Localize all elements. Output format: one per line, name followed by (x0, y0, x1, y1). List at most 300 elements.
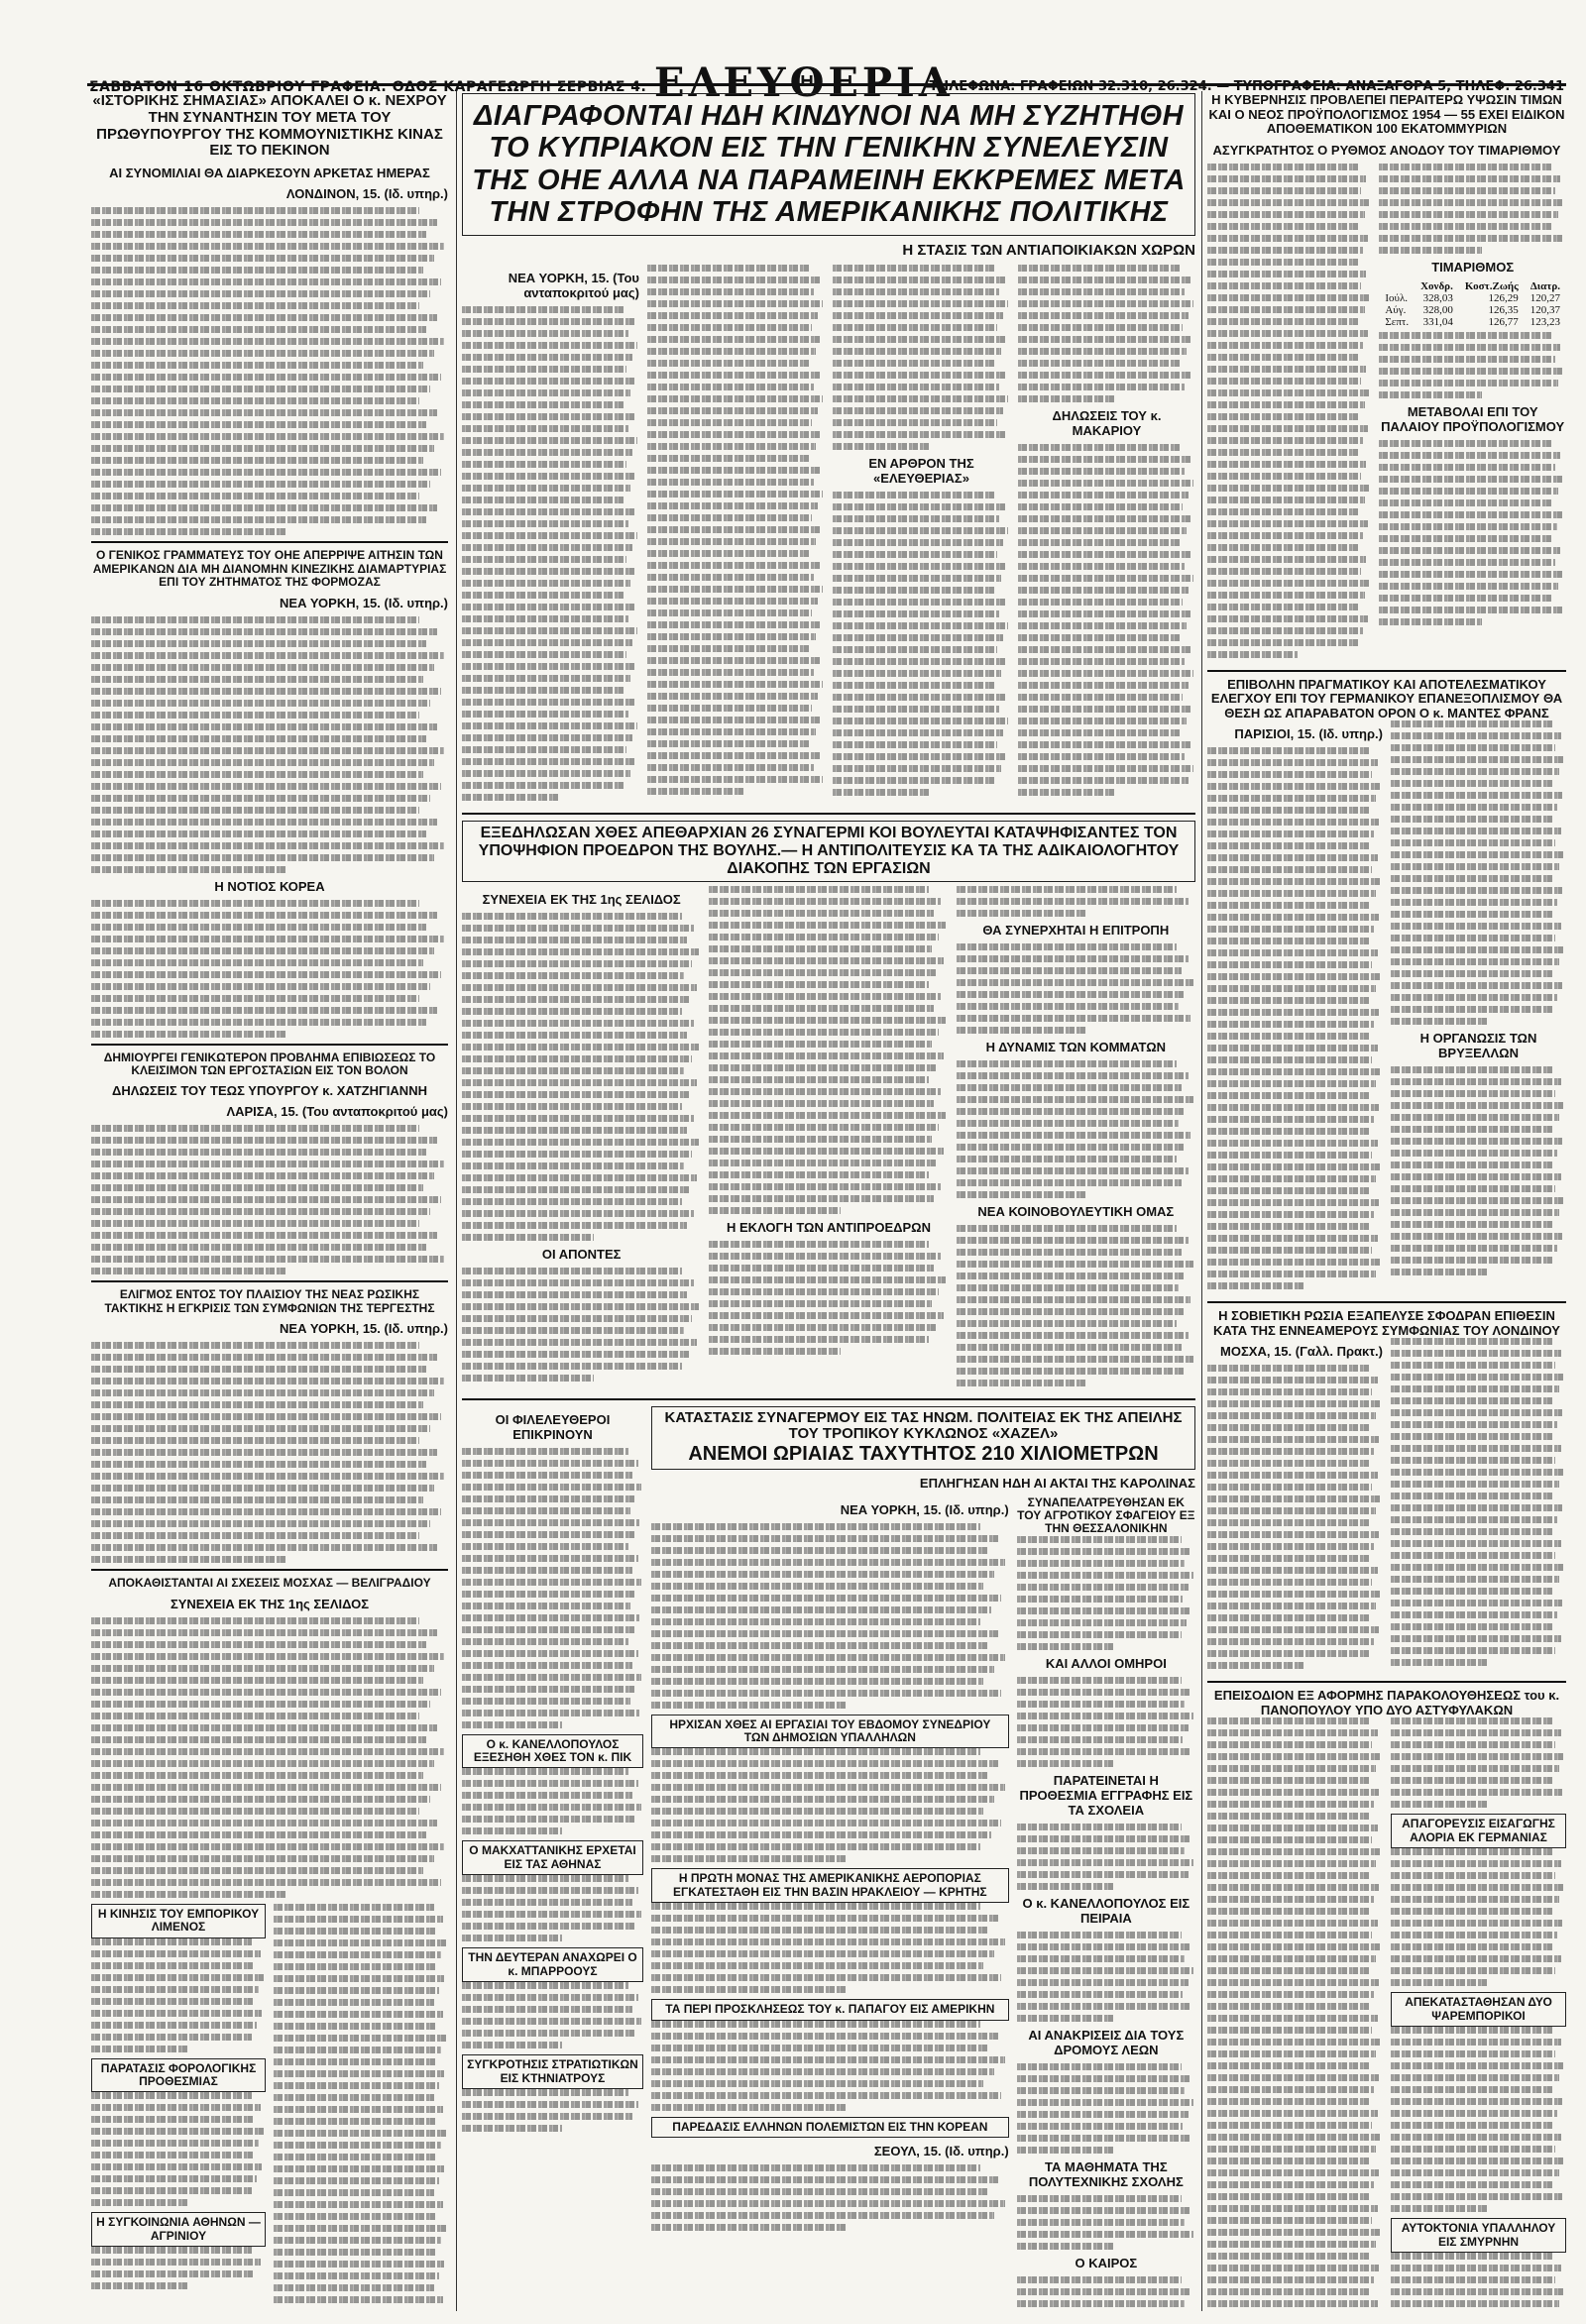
text-line (91, 433, 444, 440)
text-line (274, 2118, 437, 2125)
text-line (1207, 1908, 1369, 1915)
text-line (1391, 970, 1554, 977)
text-line (1017, 1932, 1182, 1938)
text-line (462, 2030, 636, 2037)
text-line (833, 575, 1001, 582)
text-line (274, 1939, 446, 1946)
text-line (1391, 792, 1562, 799)
text-line (709, 1136, 931, 1143)
text-line (1391, 1126, 1554, 1133)
text-line (1207, 366, 1366, 373)
text-line (1207, 199, 1370, 206)
text-line (1207, 1045, 1378, 1051)
text-line (1207, 461, 1366, 468)
text-column (957, 886, 1195, 1392)
text-line (1018, 515, 1191, 522)
text-line (709, 1171, 929, 1178)
text-line (1207, 282, 1361, 289)
text-line (1207, 1033, 1369, 1040)
text-line (462, 378, 635, 385)
text-line (91, 1701, 430, 1708)
text-line (91, 900, 419, 907)
text-line (651, 1843, 980, 1850)
text-line (647, 407, 818, 414)
text-line (91, 2022, 257, 2029)
box-title: ΑΠΑΓΟΡΕΥΣΙΣ ΕΙΣΑΓΩΓΗΣ ΑΛΟΡΙΑ ΕΚ ΓΕΡΜΑΝΙΑΣ (1402, 1817, 1555, 1844)
text-line (91, 1998, 254, 2005)
germany-columns (1207, 720, 1566, 1295)
text-line (1207, 247, 1363, 254)
text-line (1017, 1713, 1194, 1719)
text-line (1379, 523, 1556, 530)
headline-soviet-london: Η ΣΟΒΙΕΤΙΚΗ ΡΩΣΙΑ ΕΞΑΠΕΛΥΣΕ ΣΦΟΔΡΑΝ ΕΠΙΘΕΣΙΝ ΚΑΤΑ ΤΗΣ ΕΝΝΕΑΜΕΡΟΥΣ ΣΥΜΦΩΝΙΑΣ ΤΟΥ ΛΟΝΔΙΝΟΥ (1213, 1308, 1560, 1338)
text-line (1391, 1777, 1554, 1784)
text-line (274, 2094, 434, 2101)
text-line (1207, 1235, 1378, 1242)
text-line (1207, 1603, 1376, 1609)
text-line (1391, 2169, 1559, 2176)
text-line (957, 1156, 1177, 1162)
text-line (462, 711, 628, 718)
text-line (651, 1748, 980, 1755)
text-line (91, 2199, 187, 2206)
table-header-cell: Κοστ.Ζωής (1464, 279, 1519, 292)
text-line (651, 1571, 994, 1578)
text-line (1391, 2276, 1555, 2283)
text-line (647, 514, 812, 521)
text-line (1391, 2027, 1552, 2034)
text-line (274, 2225, 446, 2232)
text-line (462, 1460, 638, 1467)
text-line (91, 1342, 419, 1349)
text-line (1017, 2003, 1192, 2010)
text-line (1391, 2253, 1552, 2260)
text-line (1207, 2169, 1379, 2176)
text-line (957, 979, 1193, 986)
text-line (1207, 1650, 1369, 1657)
text-line (957, 1060, 1177, 1067)
text-line (274, 2023, 437, 2030)
text-column (647, 265, 825, 807)
text-line (833, 706, 999, 713)
text-line (462, 1174, 697, 1181)
text-line (91, 1544, 437, 1551)
text-line (462, 1792, 632, 1799)
article-body-text (1207, 747, 1383, 1289)
sub2-hurricane: ΕΠΛΗΓΗΣΑΝ ΗΔΗ ΑΙ ΑΚΤΑΙ ΤΗΣ ΚΑΡΟΛΙΝΑΣ (919, 1475, 1195, 1491)
text-line (709, 1005, 934, 1012)
dateline-germany: ΠΑΡΙΣΙΟΙ, 15. (Ιδ. υπηρ.) (1234, 726, 1383, 742)
text-line (1017, 1760, 1115, 1767)
text-line (1379, 559, 1554, 566)
text-line (1207, 2193, 1369, 2200)
text-line (1017, 2015, 1115, 2022)
text-line (957, 1120, 1179, 1127)
text-line (1207, 830, 1374, 837)
table-cell: Ιούλ. (1385, 291, 1409, 304)
text-line (274, 1951, 441, 1958)
text-line (1018, 444, 1182, 451)
article-body-text (462, 1268, 701, 1382)
text-line (1391, 2265, 1561, 2271)
section-brussels: Η ΟΡΓΑΝΩΣΙΣ ΤΩΝ ΒΡΥΞΕΛΛΩΝ (1419, 1031, 1537, 1061)
soviet-columns (1207, 1338, 1566, 1675)
text-line (91, 735, 426, 742)
text-line (1018, 480, 1193, 487)
text-line (274, 2154, 436, 2160)
text-column (651, 1496, 1009, 2308)
text-line (1207, 1223, 1369, 1230)
text-line (647, 657, 820, 664)
article-body-text (1017, 1677, 1195, 1767)
headline-un-formosa: Ο ΓΕΝΙΚΟΣ ΓΡΑΜΜΑΤΕΥΣ ΤΟΥ ΟΗΕ ΑΠΕΡΡΙΨΕ ΑΙΤΗΣΙΝ ΤΩΝ ΑΜΕΡΙΚΑΝΩΝ ΔΙΑ ΜΗ ΔΙΑΝΟΜΗΝ ΚΙΝΕΖΙΚΗΣ ΔΙΑΜΑΡΤΥΡΙΑΣ ΕΠΙ ΤΟΥ ΖΗΤΗΜΑΤΟΣ ΤΗΣ ΦΟΡΜΟΖΑΣ (92, 548, 447, 590)
text-line (1379, 511, 1562, 518)
text-line (651, 1654, 1005, 1661)
text-line (462, 1186, 689, 1193)
strike-headline-box (462, 821, 1195, 882)
text-line (1207, 164, 1358, 170)
text-line (1207, 2074, 1379, 2081)
text-line (1018, 789, 1115, 796)
text-line (91, 971, 441, 978)
article-body-text (462, 1982, 643, 2048)
text-line (1207, 615, 1368, 622)
text-line (462, 1638, 628, 1645)
text-line (91, 1843, 444, 1850)
article-body-text (1017, 2063, 1195, 2154)
text-column (709, 886, 948, 1392)
text-line (1391, 2122, 1552, 2129)
text-line (462, 1531, 634, 1538)
text-line (462, 1710, 639, 1716)
text-line (1207, 568, 1361, 575)
text-line (957, 1273, 1187, 1279)
text-line (462, 1911, 641, 1918)
text-column (1207, 164, 1371, 664)
text-line (462, 604, 634, 610)
text-line (647, 776, 823, 783)
article-body-text (91, 1938, 266, 2052)
text-line (1207, 580, 1370, 587)
text-line (647, 621, 821, 628)
text-line (1391, 923, 1561, 930)
text-line (651, 1962, 983, 1969)
text-line (709, 1160, 936, 1166)
text-line (462, 437, 637, 444)
box-title: ΣΥΓΚΡΟΤΗΣΙΣ ΣΤΡΑΤΙΩΤΙΚΩΝ ΕΙΣ ΚΤΗΝΙΑΤΡΟΥΣ (467, 2057, 638, 2085)
text-line (833, 658, 1006, 665)
masthead-phones: ΤΗΛΕΦΩΝΑ: ΓΡΑΦΕΙΩΝ 32.310, 26.324. — ΤΥΠΟΓΡΑΦΕΙΑ: ΑΝΑΞΑΓΟΡΑ 5, ΤΗΛΕΦ. 26.341 (929, 79, 1564, 94)
text-line (647, 609, 812, 616)
section-rule (91, 541, 448, 543)
text-line (91, 795, 430, 802)
text-line (274, 2130, 446, 2137)
text-line (1379, 583, 1558, 590)
text-line (833, 694, 1005, 701)
text-line (1017, 1871, 1189, 1878)
text-line (91, 2128, 264, 2135)
text-line (91, 338, 444, 345)
text-line (647, 277, 820, 283)
table-header-cell (1379, 280, 1415, 292)
text-line (651, 1903, 980, 1910)
subheadline-nehru: ΑΙ ΣΥΝΟΜΙΛΙΑΙ ΘΑ ΔΙΑΡΚΕΣΟΥΝ ΑΡΚΕΤΑΣ ΗΜΕΡΑΣ (109, 166, 430, 181)
text-line (957, 886, 1177, 893)
text-line (1207, 1247, 1372, 1254)
text-line (91, 676, 423, 683)
headline-thessaloniki: ΣΥΝΑΠΕΛΑΤΡΕΥΘΗΣΑΝ ΕΚ ΤΟΥ ΑΓΡΟΤΙΚΟΥ ΣΦΑΓΕΙΟΥ ΕΞ ΤΗΝ ΘΕΣΣΑΛΟΝΙΚΗΝ (1017, 1494, 1195, 1536)
text-line (1018, 348, 1187, 355)
text-line (1207, 1717, 1369, 1724)
text-line (1391, 1789, 1562, 1796)
text-line (274, 2142, 441, 2149)
text-line (462, 1210, 694, 1217)
text-line (462, 389, 630, 396)
text-line (709, 1041, 931, 1048)
text-line (462, 1579, 641, 1586)
text-line (1017, 2063, 1182, 2070)
text-line (462, 782, 625, 789)
article-body-text (1018, 444, 1195, 796)
text-line (1018, 312, 1189, 319)
text-line (1391, 839, 1555, 846)
text-line (462, 1780, 638, 1787)
text-line (651, 1927, 987, 1934)
lead-headline-box (462, 93, 1195, 236)
article-body-text (91, 2092, 266, 2206)
text-line (1017, 1748, 1192, 1755)
text-line (1207, 1729, 1378, 1736)
text-line (651, 1666, 994, 1673)
text-line (1207, 413, 1360, 420)
text-line (1391, 1647, 1555, 1654)
section-investigations: ΑΙ ΑΝΑΚΡΙΣΕΙΣ ΔΙΑ ΤΟΥΣ ΔΡΟΜΟΥΣ ΛΕΩΝ (1028, 2027, 1185, 2057)
text-line (1207, 961, 1372, 968)
text-line (1391, 1006, 1552, 1013)
section-parties: Η ΔΥΝΑΜΙΣ ΤΩΝ ΚΟΜΜΑΤΩΝ (985, 1039, 1167, 1054)
text-line (1017, 1967, 1194, 1974)
text-line (1018, 658, 1185, 665)
text-line (1391, 1445, 1561, 1452)
text-line (1207, 1813, 1369, 1820)
masthead-title: ΕΛΕΥΘΕΡΙΑ (654, 59, 954, 106)
text-line (91, 1867, 423, 1874)
text-line (1207, 1021, 1374, 1028)
text-line (274, 2189, 434, 2196)
text-line (833, 492, 996, 498)
text-line (91, 2247, 252, 2254)
text-line (957, 1308, 1184, 1315)
text-line (462, 1008, 682, 1015)
text-line (1391, 2098, 1562, 2105)
text-line (91, 1520, 430, 1527)
text-line (91, 1425, 430, 1432)
text-line (462, 1222, 687, 1229)
text-line (1391, 756, 1564, 763)
text-line (1018, 360, 1182, 367)
subheadline-volos: ΔΗΛΩΣΕΙΣ ΤΟΥ ΤΕΩΣ ΥΠΟΥΡΓΟΥ κ. ΧΑΤΖΗΓΙΑΝΝΗ (112, 1083, 427, 1099)
text-line (1379, 223, 1552, 230)
dateline-trieste: ΝΕΑ ΥΟΡΚΗ, 15. (Ιδ. υπηρ.) (280, 1321, 448, 1337)
article-body-text (1379, 164, 1566, 254)
text-line (1391, 1659, 1487, 1666)
text-line (1391, 2158, 1564, 2164)
text-line (91, 2163, 262, 2170)
box-korea-vets (651, 2117, 1009, 2138)
dateline-nehru: ΛΟΝΔΙΝΟΝ, 15. (Ιδ. υπηρ.) (285, 186, 448, 202)
text-line (91, 2282, 187, 2289)
text-line (274, 2047, 441, 2053)
text-line (833, 324, 997, 331)
text-line (647, 526, 821, 533)
text-line (91, 397, 419, 404)
text-line (1207, 2217, 1372, 2224)
text-line (1207, 2015, 1378, 2022)
text-line (1207, 354, 1358, 361)
text-line (833, 515, 999, 522)
text-line (833, 265, 996, 272)
text-line (462, 1162, 684, 1169)
text-line (651, 1630, 998, 1637)
text-line (1017, 2195, 1182, 2202)
text-line (957, 1261, 1193, 1268)
text-line (91, 1724, 437, 1731)
table-cell: 126,29 (1488, 291, 1519, 304)
text-line (647, 705, 812, 712)
text-line (462, 2125, 562, 2132)
text-line (1018, 265, 1182, 272)
text-line (1207, 235, 1368, 242)
text-line (274, 2261, 444, 2268)
box-title: ΑΠΕΚΑΤΑΣΤΑΘΗΣΑΝ ΔΥΟ ΨΑΡΕΜΠΟΡΙΚΟΙ (1405, 1995, 1552, 2023)
text-line (1379, 571, 1564, 578)
article-body-text (1207, 1717, 1383, 2308)
text-line (462, 544, 632, 551)
text-line (651, 1986, 848, 1993)
text-line (1017, 2135, 1192, 2142)
text-line (1391, 2146, 1555, 2153)
text-line (1391, 1114, 1559, 1121)
article-body-text (957, 886, 1195, 917)
article-body-text (651, 1748, 1009, 1862)
text-column (1207, 1717, 1383, 2308)
text-line (462, 794, 559, 801)
text-line (1391, 1943, 1552, 1950)
text-line (274, 2201, 443, 2208)
text-line (1018, 765, 1193, 772)
text-line (462, 770, 630, 777)
text-line (1207, 1116, 1374, 1123)
text-line (462, 1375, 594, 1382)
text-line (1207, 1884, 1379, 1891)
table-row (1379, 304, 1566, 316)
text-line (91, 409, 437, 416)
text-line (1391, 1765, 1559, 1772)
text-line (833, 622, 1008, 629)
text-line (651, 1974, 1001, 1981)
text-line (1207, 854, 1378, 861)
text-line (1018, 300, 1193, 307)
text-line (651, 2045, 987, 2051)
headline-germany: ΕΠΙΒΟΛΗΝ ΠΡΑΓΜΑΤΙΚΟΥ ΚΑΙ ΑΠΟΤΕΛΕΣΜΑΤΙΚΟΥ ΕΛΕΓΧΟΥ ΕΠΙ ΤΟΥ ΓΕΡΜΑΝΙΚΟΥ ΕΠΑΝΕΞΟΠΛΙΣΜΟΥ ΘΑ ΘΕΣΗ ΩΣ ΑΠΑΡΑΒΑΤΟΝ ΟΡΟΝ Ο κ. ΜΑΝΤΕΣ ΦΡΑΝΣ (1210, 676, 1563, 720)
article-body-text (957, 943, 1195, 1034)
text-line (709, 945, 931, 952)
text-line (1207, 425, 1368, 432)
text-line (1207, 2158, 1371, 2164)
text-line (1207, 259, 1358, 266)
text-line (1018, 599, 1183, 606)
masthead-rule (87, 83, 1566, 86)
text-line (1391, 1162, 1552, 1168)
text-line (1391, 2181, 1554, 2188)
text-line (462, 1234, 594, 1241)
text-line (1207, 949, 1378, 956)
text-line (1207, 520, 1368, 527)
text-line (91, 481, 430, 488)
text-line (91, 469, 441, 476)
text-line (1207, 902, 1371, 909)
text-line (1207, 2062, 1371, 2069)
text-line (1207, 795, 1376, 802)
text-line (647, 502, 818, 509)
text-line (91, 924, 426, 931)
text-line (91, 1437, 419, 1444)
text-line (651, 1595, 1001, 1602)
article-body-text (91, 207, 448, 535)
headline-budget: Η ΚΥΒΕΡΝΗΣΙΣ ΠΡΟΒΛΕΠΕΙ ΠΕΡΑΙΤΕΡΩ ΥΨΩΣΙΝ ΤΙΜΩΝ ΚΑΙ Ο ΝΕΟΣ ΠΡΟΫΠΟΛΟΓΙΣΜΟΣ 1954 — 55 ΕΧΕΙ ΕΙΔΙΚΟΝ ΑΠΟΘΕΜΑΤΙΚΟΝ 100 ΕΚΑΤΟΜΜΥΡΙΩΝ (1208, 93, 1565, 137)
text-line (1207, 1400, 1381, 1407)
text-line (1017, 2123, 1184, 2130)
text-line (1391, 946, 1564, 953)
text-line (462, 1495, 636, 1502)
text-line (1391, 935, 1555, 941)
text-line (1017, 1677, 1182, 1684)
text-line (91, 302, 419, 309)
text-line (1207, 2146, 1376, 2153)
text-line (1207, 1377, 1378, 1383)
text-line (1207, 639, 1358, 646)
text-line (1207, 437, 1363, 444)
text-line (1018, 456, 1190, 463)
article-body-text (1379, 440, 1566, 625)
section-rule (91, 1044, 448, 1046)
text-line (1391, 1860, 1561, 1867)
text-line (709, 1100, 934, 1107)
text-line (462, 1555, 638, 1562)
article-body-text (1391, 2027, 1566, 2212)
text-line (1207, 2181, 1374, 2188)
column-divider (1201, 91, 1202, 2311)
text-line (1391, 1078, 1561, 1085)
text-line (957, 1356, 1193, 1363)
text-line (1017, 2219, 1186, 2226)
text-line (647, 395, 823, 402)
text-line (91, 652, 444, 659)
text-line (1017, 2231, 1194, 2238)
text-line (1207, 1092, 1371, 1099)
text-line (1391, 1753, 1564, 1760)
text-line (91, 314, 437, 321)
text-line (1207, 473, 1361, 480)
text-line (651, 1820, 1001, 1826)
text-line (1391, 1504, 1562, 1511)
text-line (462, 1614, 639, 1621)
text-line (1391, 982, 1562, 989)
section-piraeus: Ο κ. ΚΑΝΕΛΛΟΠΟΥΛΟΣ ΕΙΣ ΠΕΙΡΑΙΑ (1022, 1895, 1190, 1926)
text-line (1207, 2205, 1378, 2212)
text-line (91, 995, 419, 1002)
text-line (1207, 2288, 1369, 2295)
